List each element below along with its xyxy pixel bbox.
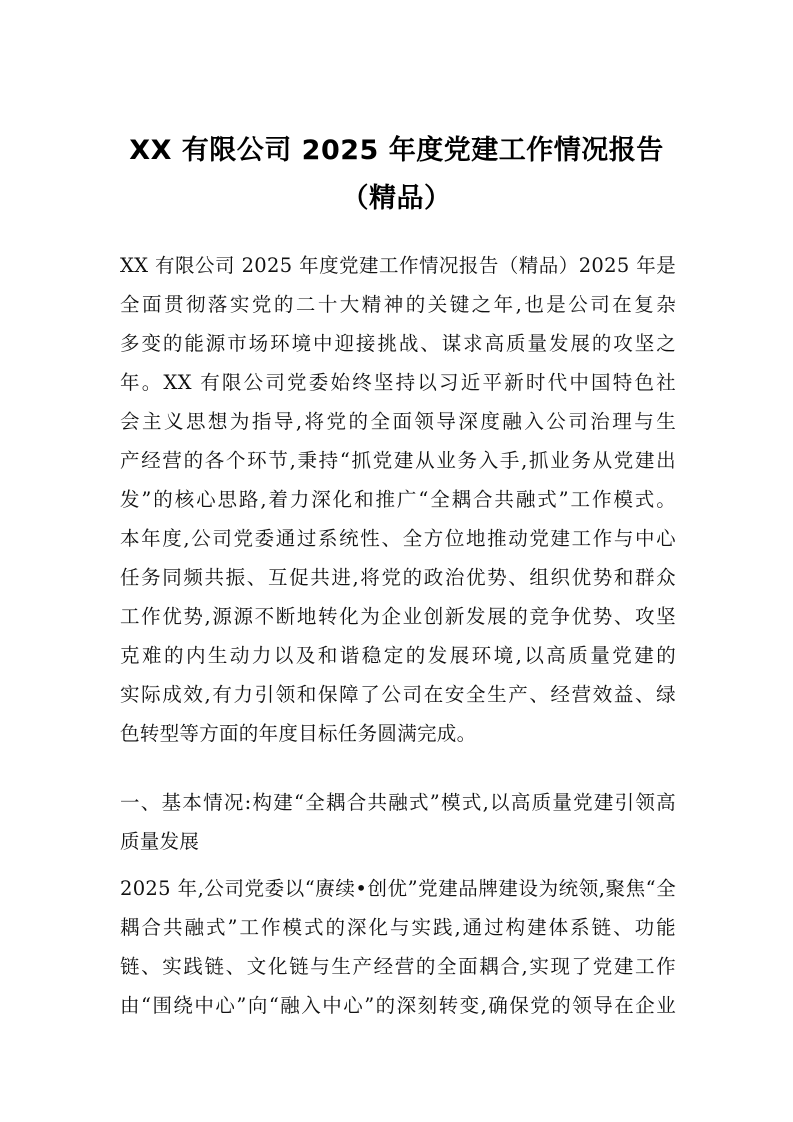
body-line: 克难的内生动力以及和谐稳定的发展环境,以高质量党建的 — [120, 644, 676, 667]
body-line: 2025 年,公司党委以“赓续•创优”党建品牌建设为统领,聚焦“全 — [120, 877, 676, 900]
body-line: 耦合共融式”工作模式的深化与实践,通过构建体系链、功能 — [120, 916, 676, 939]
body-line: 会主义思想为指导,将党的全面领导深度融入公司治理与生 — [120, 410, 676, 433]
section-heading: 一、基本情况:构建“全耦合共融式”模式,以高质量党建引领高 — [120, 791, 676, 814]
body-line: 色转型等方面的年度目标任务圆满完成。 — [120, 722, 477, 745]
body-line: 全面贯彻落实党的二十大精神的关键之年,也是公司在复杂 — [120, 293, 676, 316]
body-line: 多变的能源市场环境中迎接挑战、谋求高质量发展的攻坚之 — [120, 332, 676, 355]
section-heading: 质量发展 — [120, 830, 200, 853]
body-line: 任务同频共振、互促共进,将党的政治优势、组织优势和群众 — [120, 566, 676, 589]
body-line: XX 有限公司 2025 年度党建工作情况报告（精品）2025 年是 — [120, 254, 676, 277]
body-line: 产经营的各个环节,秉持“抓党建从业务入手,抓业务从党建出 — [120, 449, 676, 472]
body-line: 链、实践链、文化链与生产经营的全面耦合,实现了党建工作 — [120, 955, 676, 978]
body-line: 本年度,公司党委通过系统性、全方位地推动党建工作与中心 — [120, 527, 676, 550]
body-line: 发”的核心思路,着力深化和推广“全耦合共融式”工作模式。 — [120, 488, 676, 511]
document-subtitle: （精品） — [341, 183, 452, 214]
body-line: 工作优势,源源不断地转化为企业创新发展的竞争优势、攻坚 — [120, 605, 676, 628]
body-line: 年。XX 有限公司党委始终坚持以习近平新时代中国特色社 — [120, 371, 676, 394]
document-title: XX 有限公司 2025 年度党建工作情况报告 — [129, 135, 664, 166]
body-line: 由“围绕中心”向“融入中心”的深刻转变,确保党的领导在企业 — [120, 994, 676, 1017]
body-line: 实际成效,有力引领和保障了公司在安全生产、经营效益、绿 — [120, 683, 676, 706]
